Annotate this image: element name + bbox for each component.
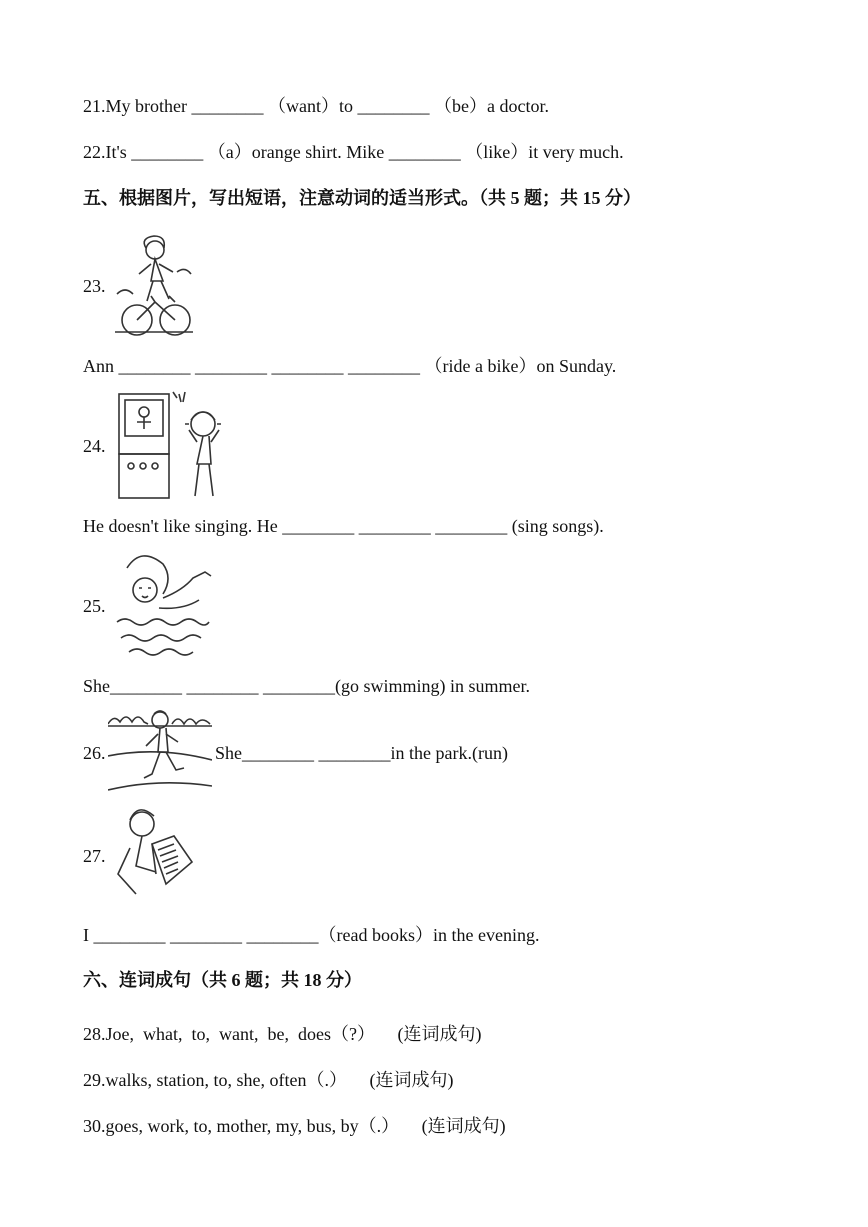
question-23-sentence: Ann ________ ________ ________ ________ （ride a bike）on Sunday.	[83, 356, 617, 376]
question-27-number: 27.	[83, 846, 106, 866]
question-26-number: 26.	[83, 743, 106, 763]
question-27-sentence: I ________ ________ ________（read books）in the evening.	[83, 925, 540, 945]
girl-running-park-picture	[108, 706, 212, 794]
section-5-heading: 五、根据图片，写出短语，注意动词的适当形式。（共 5 题；共 15 分）	[83, 188, 641, 208]
question-25-number: 25.	[83, 596, 106, 616]
question-28: 28.Joe, what, to, want, be, does（?） (连词成句)	[83, 1024, 482, 1044]
question-26-sentence: She________ ________in the park.(run)	[215, 743, 508, 763]
question-24-number: 24.	[83, 436, 106, 456]
question-23-number: 23.	[83, 276, 106, 296]
question-24-sentence: He doesn't like singing. He ________ ________ ________ (sing songs).	[83, 516, 604, 536]
question-29: 29.walks, station, to, she, often（.） (连词成句)	[83, 1070, 454, 1090]
boy-covering-ears-tv-picture	[113, 390, 231, 500]
girl-swimming-picture	[115, 548, 215, 658]
girl-riding-bike-picture	[115, 232, 193, 340]
question-22: 22.It's ________ （a）orange shirt. Mike ________ （like）it very much.	[83, 142, 624, 162]
boy-reading-book-picture	[116, 804, 196, 900]
section-6-heading: 六、连词成句（共 6 题；共 18 分）	[83, 970, 362, 990]
question-30: 30.goes, work, to, mother, my, bus, by（.） (连词成句)	[83, 1116, 506, 1136]
question-25-sentence: She________ ________ ________(go swimming) in summer.	[83, 676, 530, 696]
question-21: 21.My brother ________ （want）to ________ （be）a doctor.	[83, 96, 549, 116]
